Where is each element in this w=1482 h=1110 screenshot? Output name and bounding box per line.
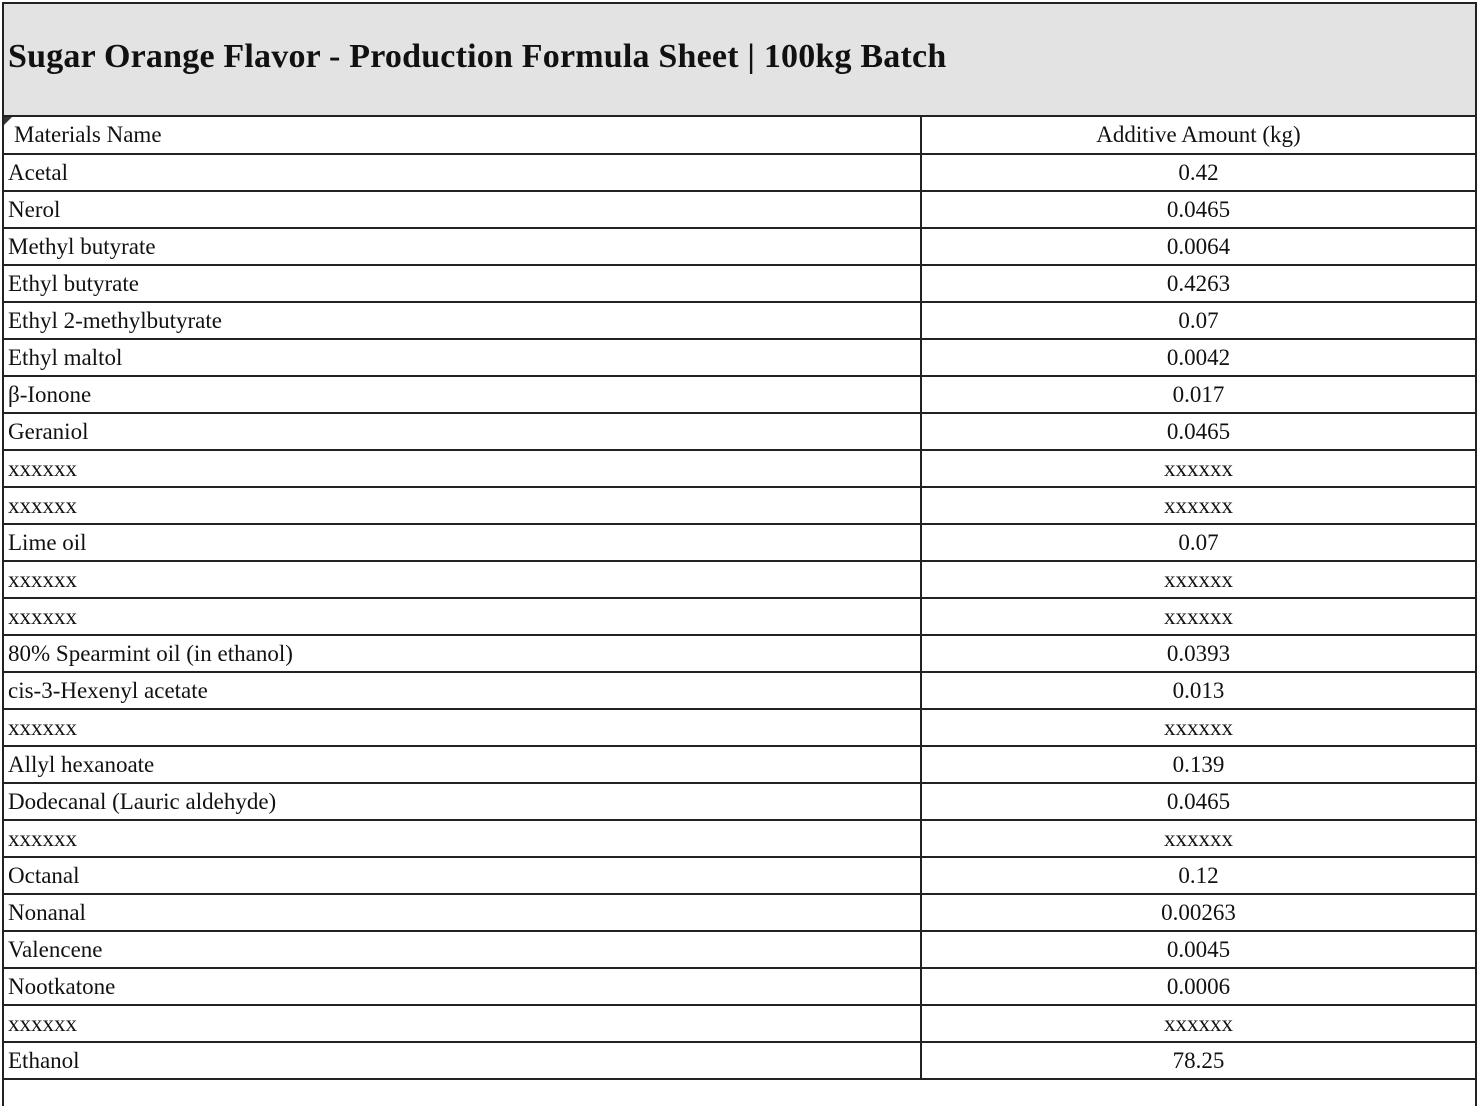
table-row (4, 302, 1475, 339)
material-name-cell[interactable]: Ethyl butyrate (4, 265, 921, 302)
material-name-cell[interactable]: xxxxxx (4, 487, 921, 524)
table-row (4, 376, 1475, 413)
additive-amount-cell[interactable]: 78.25 (921, 1042, 1475, 1079)
additive-amount-cell[interactable]: xxxxxx (921, 487, 1475, 524)
additive-amount-cell[interactable]: 0.07 (921, 524, 1475, 561)
table-row (4, 931, 1475, 968)
material-name-cell[interactable]: Ethanol (4, 1042, 921, 1079)
material-name-cell[interactable]: xxxxxx (4, 561, 921, 598)
material-name-cell[interactable]: Nootkatone (4, 968, 921, 1005)
additive-amount-cell[interactable]: xxxxxx (921, 598, 1475, 635)
additive-amount-cell[interactable]: 0.0064 (921, 228, 1475, 265)
formula-table (4, 117, 1475, 1080)
table-row (4, 1005, 1475, 1042)
additive-amount-cell[interactable]: 0.139 (921, 746, 1475, 783)
material-name-cell[interactable]: Methyl butyrate (4, 228, 921, 265)
material-name-cell[interactable]: Lime oil (4, 524, 921, 561)
table-row (4, 598, 1475, 635)
table-row (4, 487, 1475, 524)
material-name-cell[interactable]: cis-3-Hexenyl acetate (4, 672, 921, 709)
additive-amount-cell[interactable]: 0.0045 (921, 931, 1475, 968)
additive-amount-cell[interactable]: xxxxxx (921, 820, 1475, 857)
additive-amount-cell[interactable]: 0.0465 (921, 413, 1475, 450)
table-row (4, 1042, 1475, 1079)
material-name-cell[interactable]: xxxxxx (4, 709, 921, 746)
additive-amount-cell[interactable]: xxxxxx (921, 1005, 1475, 1042)
formula-sheet (2, 2, 1477, 1106)
table-row (4, 672, 1475, 709)
additive-amount-cell[interactable]: 0.0006 (921, 968, 1475, 1005)
additive-amount-cell[interactable]: 0.0393 (921, 635, 1475, 672)
column-header-additive-amount[interactable]: Additive Amount (kg) (921, 117, 1475, 154)
column-header-materials-name[interactable]: Materials Name (4, 117, 921, 154)
table-row (4, 339, 1475, 376)
sheet-title[interactable]: Sugar Orange Flavor - Production Formula Sheet | 100kg Batch (8, 37, 947, 75)
additive-amount-cell[interactable]: 0.12 (921, 857, 1475, 894)
table-row (4, 154, 1475, 191)
additive-amount-cell[interactable]: xxxxxx (921, 709, 1475, 746)
table-row (4, 968, 1475, 1005)
table-row (4, 709, 1475, 746)
material-name-cell[interactable]: xxxxxx (4, 598, 921, 635)
material-name-cell[interactable]: Ethyl maltol (4, 339, 921, 376)
table-row (4, 820, 1475, 857)
material-name-cell[interactable]: Geraniol (4, 413, 921, 450)
additive-amount-cell[interactable]: 0.4263 (921, 265, 1475, 302)
table-row (4, 783, 1475, 820)
additive-amount-cell[interactable]: 0.0042 (921, 339, 1475, 376)
table-row (4, 635, 1475, 672)
table-row (4, 894, 1475, 931)
additive-amount-cell[interactable]: 0.42 (921, 154, 1475, 191)
additive-amount-cell[interactable]: xxxxxx (921, 450, 1475, 487)
material-name-cell[interactable]: Allyl hexanoate (4, 746, 921, 783)
table-row (4, 450, 1475, 487)
table-row (4, 265, 1475, 302)
table-row (4, 524, 1475, 561)
additive-amount-cell[interactable]: xxxxxx (921, 561, 1475, 598)
additive-amount-cell[interactable]: 0.00263 (921, 894, 1475, 931)
material-name-cell[interactable]: Nerol (4, 191, 921, 228)
header-row (4, 117, 1475, 154)
material-name-cell[interactable]: Dodecanal (Lauric aldehyde) (4, 783, 921, 820)
material-name-cell[interactable]: xxxxxx (4, 450, 921, 487)
material-name-cell[interactable]: xxxxxx (4, 820, 921, 857)
table-row (4, 746, 1475, 783)
material-name-cell[interactable]: Valencene (4, 931, 921, 968)
table-row (4, 413, 1475, 450)
table-row (4, 857, 1475, 894)
additive-amount-cell[interactable]: 0.0465 (921, 191, 1475, 228)
table-row (4, 191, 1475, 228)
additive-amount-cell[interactable]: 0.0465 (921, 783, 1475, 820)
table-row (4, 228, 1475, 265)
additive-amount-cell[interactable]: 0.017 (921, 376, 1475, 413)
table-row (4, 561, 1475, 598)
material-name-cell[interactable]: Acetal (4, 154, 921, 191)
cell-comment-marker-icon (4, 117, 12, 125)
material-name-cell[interactable]: β-Ionone (4, 376, 921, 413)
additive-amount-cell[interactable]: 0.07 (921, 302, 1475, 339)
material-name-cell[interactable]: Octanal (4, 857, 921, 894)
material-name-cell[interactable]: Nonanal (4, 894, 921, 931)
material-name-cell[interactable]: 80% Spearmint oil (in ethanol) (4, 635, 921, 672)
title-bar (4, 4, 1475, 117)
material-name-cell[interactable]: Ethyl 2-methylbutyrate (4, 302, 921, 339)
material-name-cell[interactable]: xxxxxx (4, 1005, 921, 1042)
additive-amount-cell[interactable]: 0.013 (921, 672, 1475, 709)
table-body (4, 154, 1475, 1079)
